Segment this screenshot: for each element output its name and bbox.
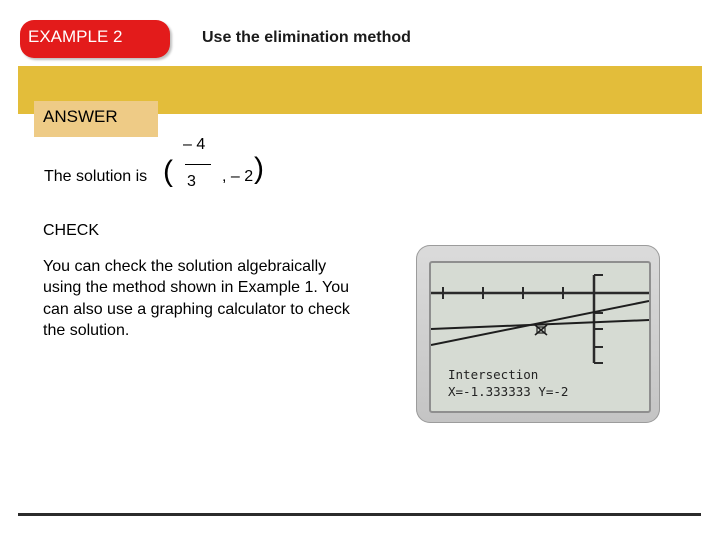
solution-y-value: , – 2	[222, 168, 254, 185]
fraction-denominator: 3	[187, 173, 196, 190]
example-label: EXAMPLE 2	[28, 27, 123, 46]
check-text-line: You can check the solution algebraically	[43, 258, 327, 275]
solution-prefix: The solution is	[44, 168, 148, 185]
calculator-screen	[429, 261, 651, 413]
graph-line-2	[431, 320, 649, 329]
fraction-bar	[185, 164, 211, 165]
check-text-line: using the method shown in Example 1. You	[43, 279, 349, 296]
intersection-label: Intersection	[448, 367, 539, 382]
intersection-readout	[448, 384, 568, 399]
check-text-line: can also use a graphing calculator to check	[43, 301, 350, 318]
left-paren: (	[163, 155, 173, 188]
footer-rule	[18, 513, 701, 516]
fraction-numerator: – 4	[183, 136, 206, 153]
graph-line-1	[431, 301, 649, 345]
page-subtitle: Use the elimination method	[202, 29, 411, 46]
answer-label: ANSWER	[43, 107, 118, 126]
x-readout: X=-1.333333	[448, 384, 531, 399]
right-paren: )	[254, 152, 264, 185]
check-text-line: the solution.	[43, 322, 130, 339]
check-heading: CHECK	[43, 222, 100, 239]
y-readout: Y=-2	[538, 384, 569, 399]
